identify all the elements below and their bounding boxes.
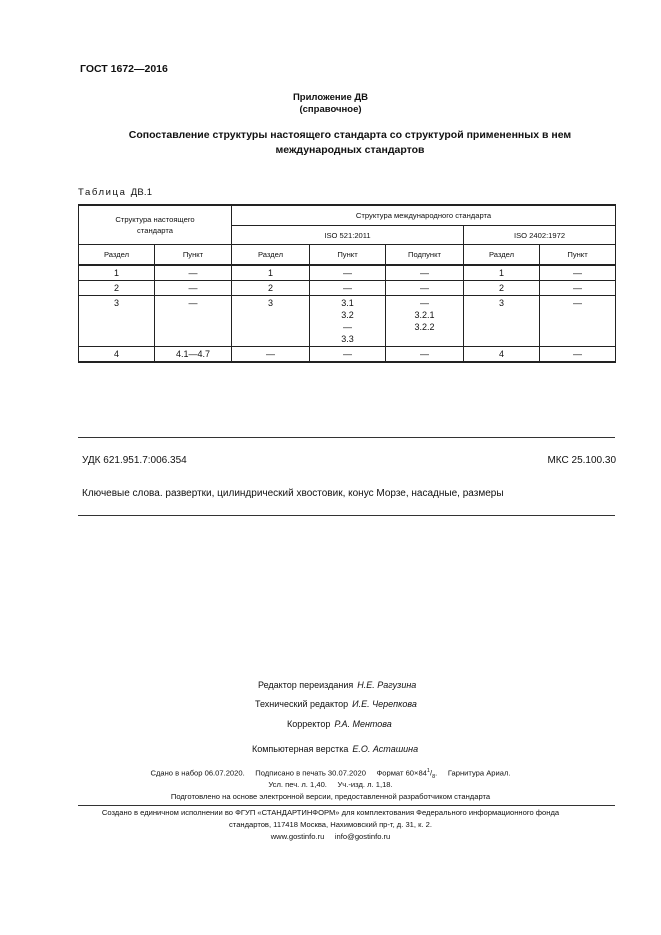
document-code: ГОСТ 1672—2016: [80, 63, 168, 75]
footer-website-link[interactable]: www.gostinfo.ru: [270, 832, 325, 841]
table-cell: —: [540, 296, 616, 347]
table-cell: —: [310, 347, 386, 363]
table-cell: 4.1—4.7: [155, 347, 232, 363]
credit-tech-editor: [255, 699, 417, 709]
table-cell: —: [386, 265, 464, 281]
table-cell: —: [386, 281, 464, 296]
header-clause-1: Пункт: [155, 245, 232, 266]
table-cell: 4: [464, 347, 540, 363]
credit-role: Технический редактор: [255, 699, 349, 709]
table-cell: —: [232, 347, 310, 363]
credit-name: Е.О. Асташина: [352, 744, 419, 754]
cell-line: 3.3: [341, 334, 354, 344]
publication-info-line-2: [0, 780, 661, 789]
structure-comparison-table: [78, 204, 616, 363]
pub-print-date: Подписано в печать 30.07.2020: [255, 768, 366, 778]
credit-role: Компьютерная верстка: [252, 744, 349, 754]
pub-typeset-date: Сдано в набор 06.07.2020.: [150, 768, 245, 778]
credit-name: И.Е. Черепкова: [352, 699, 417, 709]
table-cell: 1: [464, 265, 540, 281]
publication-info-line-1: Сдано в набор 06.07.2020. Подписано в печать 30.07.2020 Формат $60\times 84^1/_8$. Гарнитура Ариал.: [150, 768, 511, 781]
divider: [78, 515, 615, 516]
annex-title-line-2: международных стандартов: [275, 144, 425, 156]
table-caption: [78, 187, 152, 198]
annex-title-line-1: Сопоставление структуры настоящего стандарта со структурой примененных в нем: [128, 129, 572, 141]
cell-line: 3.2.1: [414, 310, 435, 320]
pub-format-denominator: 8: [432, 774, 436, 781]
table-cell: 2: [232, 281, 310, 296]
pub-print-sheets: Усл. печ. л. 1,40.: [268, 780, 327, 789]
header-section-3: Раздел: [464, 245, 540, 266]
pub-format-numerator: 1: [426, 768, 430, 774]
cell-line: 3.2: [341, 310, 354, 320]
header-this-standard-line-2: стандарта: [137, 226, 173, 235]
table-cell: 4: [79, 347, 155, 363]
table-cell: —: [310, 281, 386, 296]
table-cell: —: [540, 281, 616, 296]
table-row: [79, 265, 616, 281]
cell-line: —: [420, 298, 430, 308]
header-iso-2402: ISO 2402:1972: [464, 226, 616, 245]
table-cell: —: [540, 265, 616, 281]
header-clause-2: Пункт: [310, 245, 386, 266]
table-row: [79, 296, 616, 347]
udk-code: УДК 621.951.7:006.354: [82, 455, 187, 466]
credit-layout: [252, 744, 418, 754]
header-iso-521: ISO 521:2011: [232, 226, 464, 245]
header-this-standard: [79, 205, 232, 245]
table-caption-number: ДВ.1: [130, 187, 153, 198]
divider: [78, 805, 615, 806]
table-cell: —: [386, 347, 464, 363]
header-this-standard-line-1: Структура настоящего: [115, 215, 195, 224]
table-cell: 2: [464, 281, 540, 296]
annex-type: (справочное): [299, 104, 362, 115]
credit-name: Н.Е. Рагузина: [357, 680, 417, 690]
header-subclause: Подпункт: [386, 245, 464, 266]
table-cell: 3: [464, 296, 540, 347]
table-cell: [310, 296, 386, 347]
pub-edit-sheets: Уч.-изд. л. 1,18.: [337, 780, 393, 789]
footer-contacts: [0, 831, 661, 843]
table-cell: 1: [232, 265, 310, 281]
table-cell: 2: [79, 281, 155, 296]
divider: [78, 437, 615, 438]
pub-typeface: Гарнитура Ариал.: [447, 768, 511, 778]
cell-line: 3.1: [341, 298, 354, 308]
publication-info-line-3: Подготовлено на основе электронной версии, предоставленной разработчиком стандарта: [170, 792, 491, 801]
cell-line: 3.2.2: [414, 322, 435, 332]
credit-name: Р.А. Ментова: [334, 719, 392, 729]
table-cell: —: [540, 347, 616, 363]
table-row: [79, 281, 616, 296]
table-cell: —: [155, 281, 232, 296]
table-cell: —: [155, 265, 232, 281]
credit-editor: [258, 680, 416, 690]
mks-code: МКС 25.100.30: [547, 455, 616, 466]
footer-line-2: стандартов, 117418 Москва, Нахимовский пр-т, д. 31, к. 2.: [229, 820, 432, 829]
pub-format: Формат 60×84: [376, 768, 427, 778]
footer-line-1: Создано в единичном исполнении во ФГУП «СТАНДАРТИНФОРМ» для комплектования Федерального информационного фонда: [101, 808, 560, 817]
header-clause-3: Пункт: [540, 245, 616, 266]
header-international-standard: Структура международного стандарта: [232, 205, 616, 226]
cell-line: —: [343, 322, 353, 332]
table-cell: 1: [79, 265, 155, 281]
footer-email-link[interactable]: info@gostinfo.ru: [334, 832, 391, 841]
header-section-1: Раздел: [79, 245, 155, 266]
credit-role: Редактор переиздания: [258, 680, 354, 690]
annex-label: Приложение ДВ: [292, 92, 369, 103]
credit-role: Корректор: [287, 719, 331, 729]
keywords: Ключевые слова. развертки, цилиндрический хвостовик, конус Морзе, насадные, размеры: [82, 488, 504, 499]
header-section-2: Раздел: [232, 245, 310, 266]
table-cell: 3: [232, 296, 310, 347]
credit-proofreader: [287, 719, 392, 729]
table-cell: 3: [79, 296, 155, 347]
table-cell: —: [310, 265, 386, 281]
table-caption-label: Таблица: [78, 187, 127, 198]
table-cell: —: [155, 296, 232, 347]
table-row: [79, 347, 616, 363]
table-cell: [386, 296, 464, 347]
